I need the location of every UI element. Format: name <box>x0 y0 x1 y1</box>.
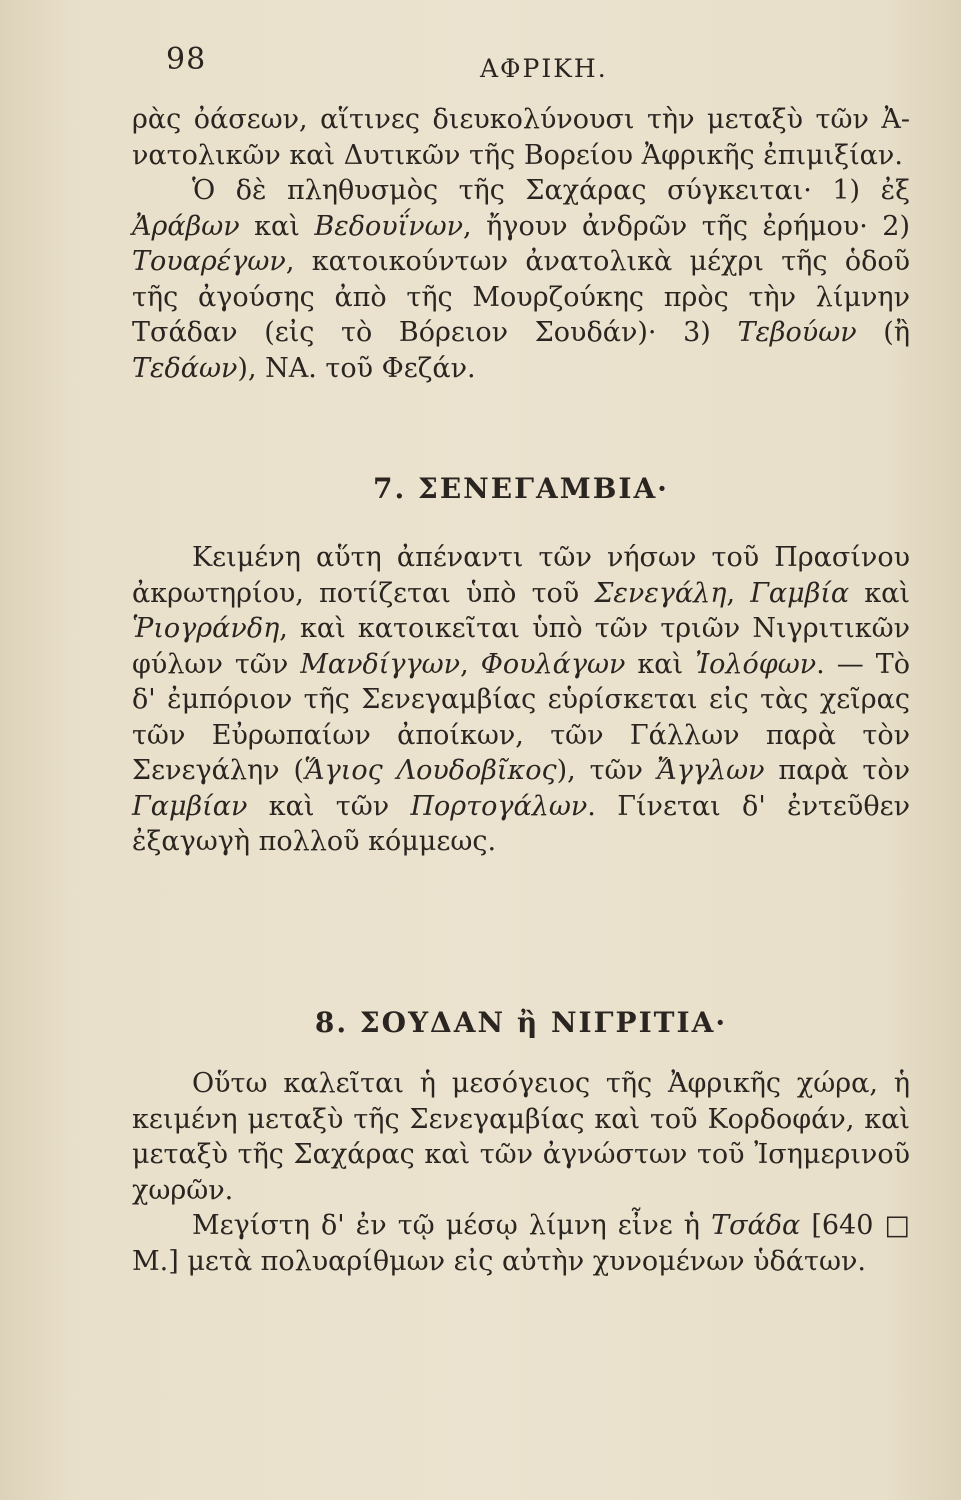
section-heading-sudan: 8. ΣΟΥΔΑΝ ἢ ΝΙΓΡΙΤΙΑ· <box>314 1006 728 1039</box>
text-block-senegambia <box>132 540 910 860</box>
para-sahara-population: Ὁ δὲ πληθυσμὸς τῆς Σαχάρας σύγκειται· 1) ἐξ Ἀράβων καὶ Βεδουΐνων, ἤγουν ἀνδρῶν τῆς ἐρήμου· 2) Τουαρέγων, κατοικούντων ἀνατολικὰ μέχρι τῆς ὁδοῦ τῆς ἀγούσης ἀπὸ τῆς Μουρζούκης πρὸς τὴν λίμνην Τσάδαν (εἰς τὸ Βόρειον Σουδάν)· 3) Τεβούων (ἢ Τεδάων), ΝΑ. τοῦ Φεζάν. <box>132 175 911 384</box>
line: ρὰς ὀάσεων, αἵτινες διευκολύνουσι τὴν μεταξὺ τῶν Ἀ- <box>132 104 910 135</box>
text-block-sudan <box>132 1066 910 1279</box>
page-number: 98 <box>166 42 207 77</box>
para-lake-chad: Μεγίστη δ' ἐν τῷ μέσῳ λίμνη εἶνε ἡ Τσάδα [640 □ Μ.] μετὰ πολυαρίθμων εἰς αὐτὴν χυνομένων ὑδάτων. <box>132 1210 910 1277</box>
para-continued <box>132 102 910 173</box>
para-sudan: Οὕτω καλεῖται ἡ μεσόγειος τῆς Ἀφρικῆς χώρα, ἡ κειμένη μεταξὺ τῆς Σενεγαμβίας καὶ τοῦ Κορδοφάν, καὶ μεταξὺ τῆς Σαχάρας καὶ τῶν ἀγνώστων τοῦ Ἰσημερινοῦ χωρῶν. <box>132 1068 910 1206</box>
line: νατολικῶν καὶ Δυτικῶν τῆς Βορείου Ἀφρικῆς ἐπιμιξίαν. <box>132 139 903 171</box>
para-senegambia: Κειμένη αὕτη ἀπέναντι τῶν νήσων τοῦ Πρασίνου ἀκρωτηρίου, ποτίζεται ὑπὸ τοῦ Σενεγάλη, Γαμβία καὶ Ῥιογράνδη, καὶ κατοικεῖται ὑπὸ τῶν τριῶν Νιγριτικῶν φύλων τῶν Μανδίγγων, Φουλάγων καὶ Ἰολόφων. — Τὸ δ' ἐμπόριον τῆς Σενεγαμβίας εὑρίσκεται εἰς τὰς χεῖρας τῶν Εὐρωπαίων ἀποίκων, τῶν Γάλλων παρὰ τὸν Σενεγάλην (Ἅγιος Λουδοβῖκος), τῶν Ἄγγλων παρὰ τὸν Γαμβίαν καὶ τῶν Πορτογάλων. Γίνεται δ' ἐντεῦθεν ἐξαγωγὴ πολλοῦ κόμμεως. <box>132 542 911 857</box>
section-heading-senegambia: 7. ΣΕΝΕΓΑΜΒΙΑ· <box>373 472 669 505</box>
running-title: ΑΦΡΙΚΗ. <box>480 54 608 83</box>
text-block-top <box>132 102 910 386</box>
